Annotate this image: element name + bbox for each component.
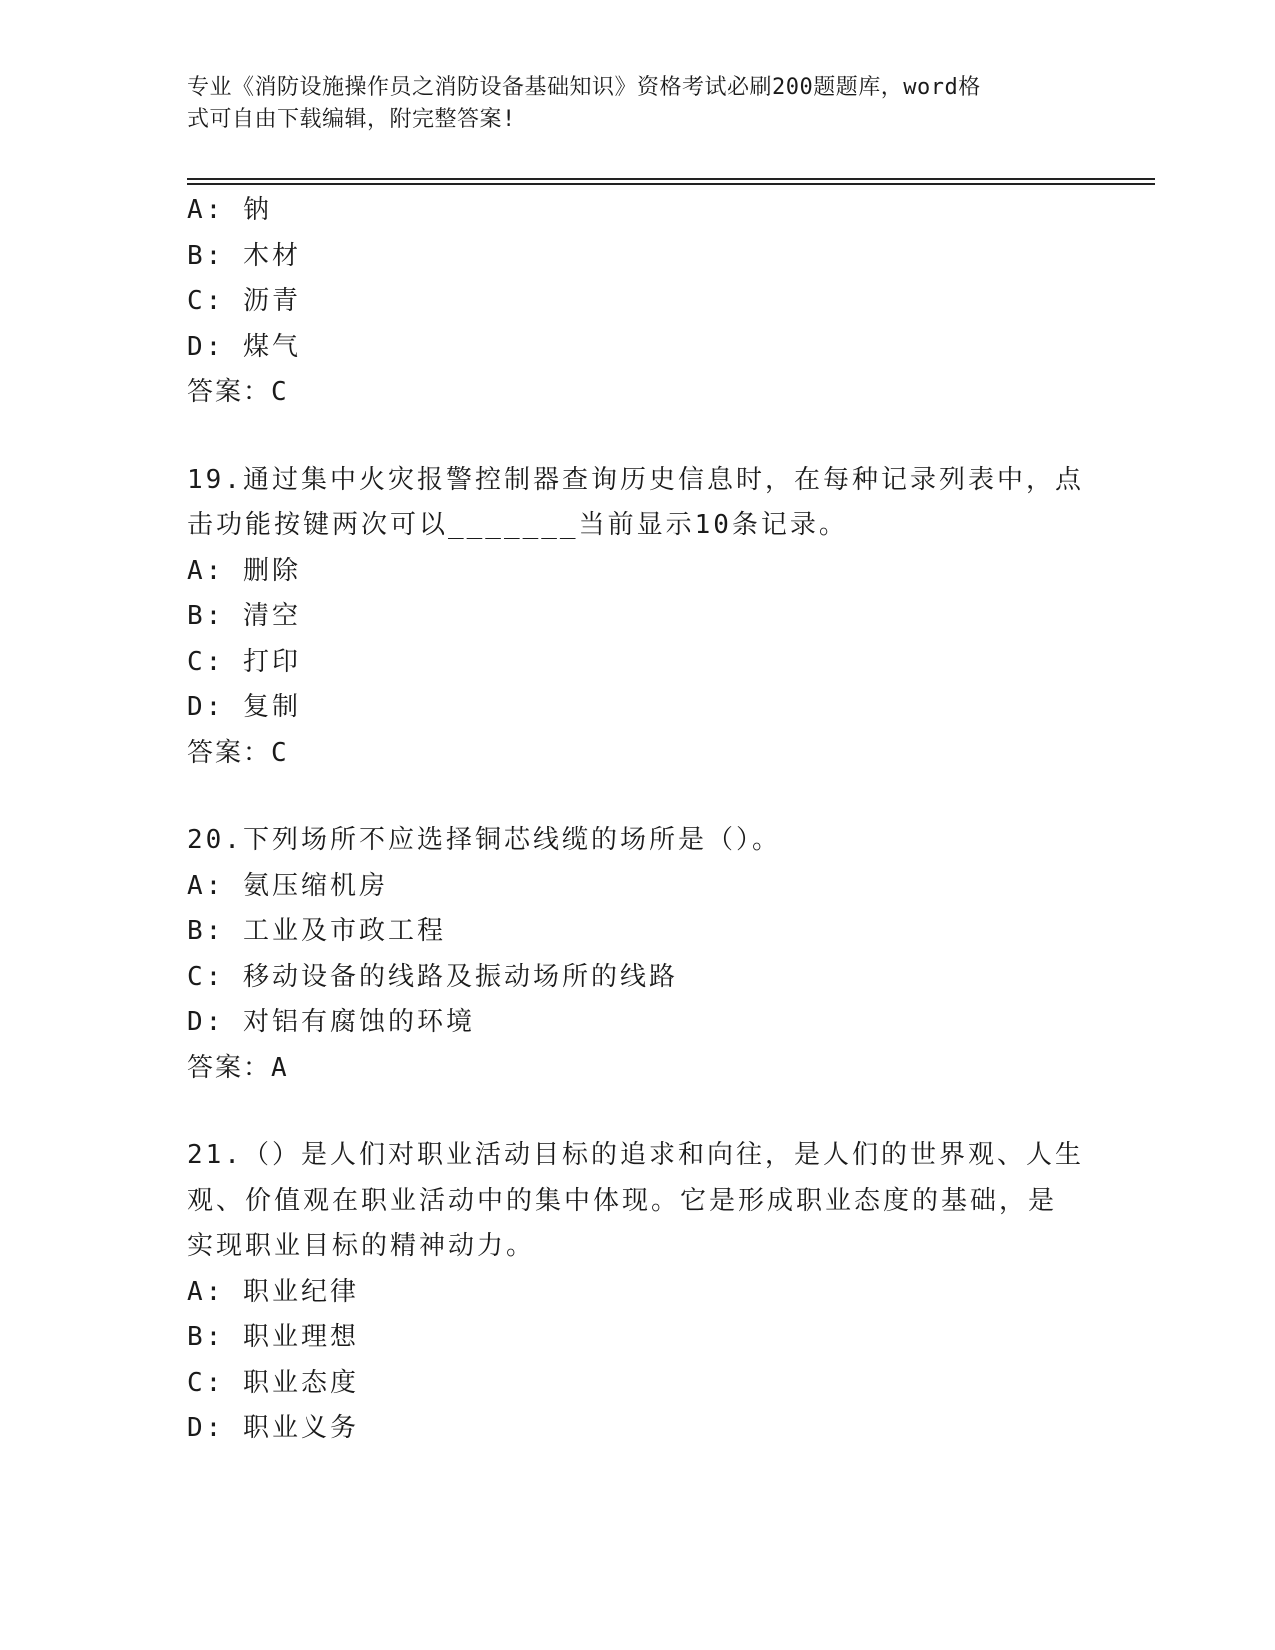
- q18-option-c: C: 沥青: [187, 286, 301, 316]
- q18-option-a: A: 钠: [187, 195, 272, 225]
- header-rule-top: [187, 178, 1155, 180]
- q21-option-c: C: 职业态度: [187, 1367, 359, 1398]
- question-19-block: [187, 458, 1087, 777]
- header-rule-bottom: [187, 183, 1155, 185]
- q18-option-d: D: 煤气: [187, 331, 301, 362]
- q18-option-b: B: 木材: [187, 240, 301, 271]
- question-18-block: [187, 188, 1087, 416]
- q21-stem-line-1: 21.（）是人们对职业活动目标的追求和向往，是人们的世界观、人生: [187, 1140, 1084, 1170]
- header-line-2: 式可自由下载编辑，附完整答案!: [187, 107, 516, 132]
- document-header: [187, 72, 1067, 136]
- q21-option-d: D: 职业义务: [187, 1413, 359, 1443]
- question-21-block: [187, 1133, 1087, 1452]
- question-20-block: [187, 818, 1087, 1091]
- q21-stem-line-2: 观、价值观在职业活动中的集中体现。它是形成职业态度的基础，是: [187, 1185, 1058, 1216]
- q20-option-a: A: 氨压缩机房: [187, 870, 388, 901]
- q20-option-d: D: 对铝有腐蚀的环境: [187, 1007, 475, 1037]
- q20-option-b: B: 工业及市政工程: [187, 916, 446, 946]
- q21-option-b: B: 职业理想: [187, 1322, 359, 1352]
- question-content: [187, 188, 1087, 1452]
- q19-stem-line-2: 击功能按键两次可以_______当前显示10条记录。: [187, 510, 848, 540]
- q20-option-c: C: 移动设备的线路及振动场所的线路: [187, 961, 678, 992]
- q19-stem-line-1: 19.通过集中火灾报警控制器查询历史信息时，在每种记录列表中，点: [187, 464, 1084, 495]
- q19-option-a: A: 删除: [187, 555, 301, 586]
- q21-stem-line-3: 实现职业目标的精神动力。: [187, 1231, 536, 1261]
- q18-answer: 答案：C: [187, 377, 289, 407]
- q19-option-d: D: 复制: [187, 692, 301, 722]
- q19-option-c: C: 打印: [187, 646, 301, 677]
- q20-answer: 答案：A: [187, 1052, 289, 1083]
- q20-stem-line-1: 20.下列场所不应选择铜芯线缆的场所是（）。: [187, 825, 781, 855]
- q19-answer: 答案：C: [187, 737, 289, 768]
- q21-option-a: A: 职业纪律: [187, 1276, 359, 1307]
- header-line-1: 专业《消防设施操作员之消防设备基础知识》资格考试必刷200题题库，word格: [187, 75, 981, 100]
- q19-option-b: B: 清空: [187, 601, 301, 631]
